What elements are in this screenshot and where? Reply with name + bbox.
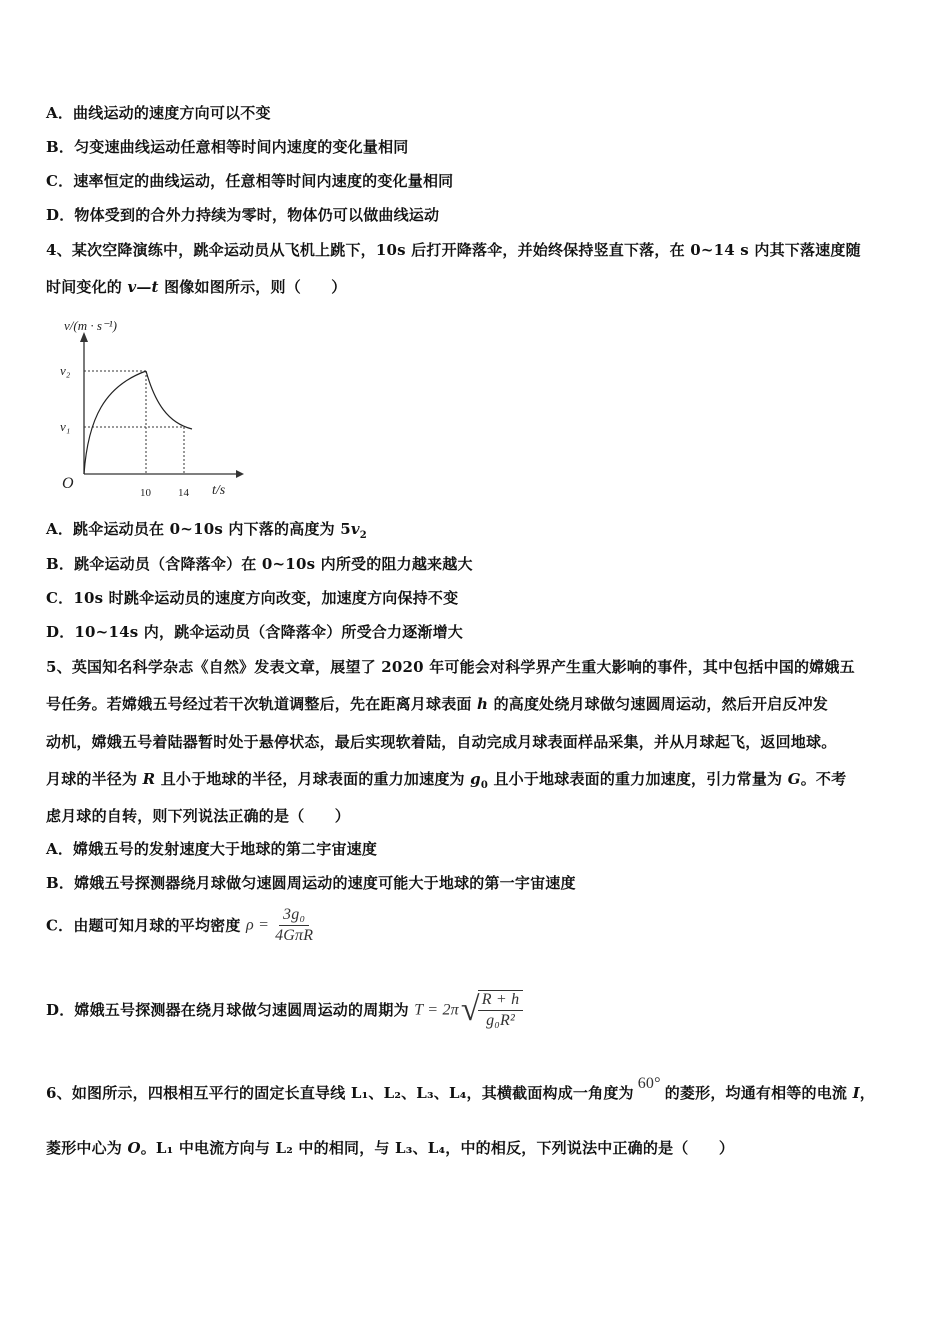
- q5-option-d: D．嫦娥五号探测器在绕月球做匀速圆周运动的周期为 T = 2π√ $\frac{R + h}{\text{g₀R²}}$: [46, 990, 523, 1030]
- x-axis-label: t/s: [212, 483, 226, 498]
- q5-stem-line1: 5、英国知名科学杂志《自然》发表文章，展望了 2020 年可能会对科学界产生重大影响的事件，其中包括中国的嫦娥五: [46, 658, 855, 676]
- origin-label: O: [62, 475, 74, 492]
- q5-option-c: C．由题可知月球的平均密度 ρ = $\frac{\text{3g₀}}{\text{4GπR}}$: [46, 906, 317, 945]
- q5-option-b: B．嫦娥五号探测器绕月球做匀速圆周运动的速度可能大于地球的第一宇宙速度: [46, 874, 576, 892]
- density-formula: ρ = $\frac{\text{3g₀}}{\text{4GπR}}$: [245, 906, 314, 944]
- q6-stem-line2: 菱形中心为 O。L₁ 中电流方向与 L₂ 中的相同，与 L₃、L₄，中的相反，下列说法中正确的是（ ）: [46, 1139, 735, 1157]
- q3-option-a: A．曲线运动的速度方向可以不变: [46, 104, 271, 122]
- q3-option-c: C．速率恒定的曲线运动，任意相等时间内速度的变化量相同: [46, 172, 454, 190]
- rising-curve: [84, 371, 146, 474]
- velocity-time-graph: [50, 308, 250, 503]
- q6-stem-line1: 6、如图所示，四根相互平行的固定长直导线 L₁、L₂、L₃、L₄，其横截面构成一角度为60°的菱形，均通有相等的电流 I，: [46, 1075, 875, 1102]
- q3-option-d: D．物体受到的合外力持续为零时，物体仍可以做曲线运动: [46, 206, 440, 224]
- q4-option-d: D．10~14s 内，跳伞运动员（含降落伞）所受合力逐渐增大: [46, 623, 463, 641]
- q4-stem-line2: 时间变化的 v—t 图像如图所示，则（ ）: [46, 278, 347, 296]
- x-axis-arrow: [236, 470, 244, 478]
- t10-label: 10: [140, 487, 151, 499]
- q4-option-c: C．10s 时跳伞运动员的速度方向改变，加速度方向保持不变: [46, 589, 459, 607]
- v1-label: v₁: [60, 419, 71, 434]
- q3-option-b: B．匀变速曲线运动任意相等时间内速度的变化量相同: [46, 138, 409, 156]
- q4-option-b: B．跳伞运动员（含降落伞）在 0~10s 内所受的阻力越来越大: [46, 555, 473, 573]
- q4-option-a: A．跳伞运动员在 0~10s 内下落的高度为 $5v_2$: [46, 520, 367, 541]
- q5-stem-line4: 月球的半径为 R 且小于地球的半径，月球表面的重力加速度为 $g_0$ 且小于地球表面的重力加速度，引力常量为 G。不考: [46, 770, 847, 791]
- q5-option-a: A．嫦娥五号的发射速度大于地球的第二宇宙速度: [46, 840, 378, 858]
- y-axis-label: v/(m · s⁻¹): [64, 318, 117, 333]
- q5-stem-line2: 号任务。若嫦娥五号经过若干次轨道调整后，先在距离月球表面 h 的高度处绕月球做匀速圆周运动，然后开启反冲发: [46, 695, 828, 713]
- q4-stem-line1: 4、某次空降演练中，跳伞运动员从飞机上跳下，10s 后打开降落伞，并始终保持竖直下落，在 0~14 s 内其下落速度随: [46, 241, 861, 259]
- period-formula: T = 2π√ $\frac{R + h}{\text{g₀R²}}$: [414, 1001, 523, 1018]
- q5-stem-line5: 虑月球的自转，则下列说法正确的是（ ）: [46, 807, 351, 825]
- y-axis-arrow: [80, 332, 88, 342]
- t14-label: 14: [178, 487, 189, 499]
- v2-label: v₂: [60, 363, 71, 378]
- q5-stem-line3: 动机，嫦娥五号着陆器暂时处于悬停状态，最后实现软着陆，自动完成月球表面样品采集，并从月球起飞，返回地球。: [46, 733, 837, 751]
- falling-curve: [146, 371, 192, 429]
